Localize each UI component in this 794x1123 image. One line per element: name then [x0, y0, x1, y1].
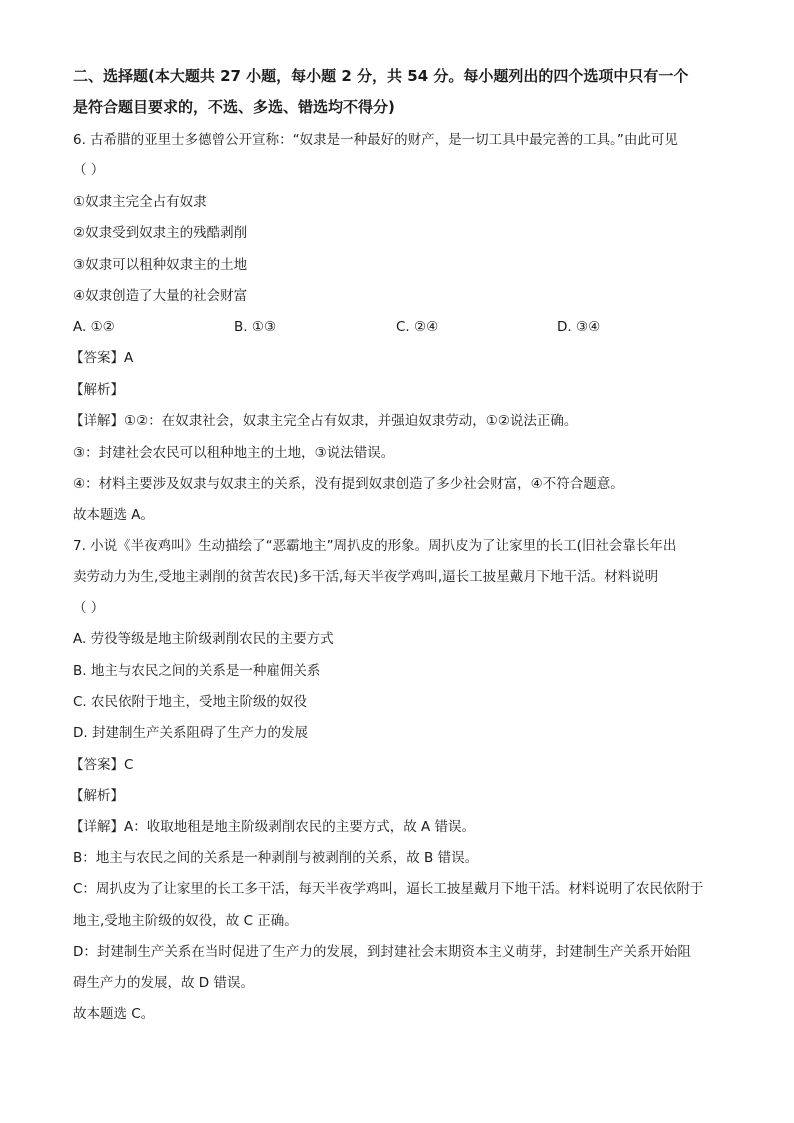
q7-option-c: C. 农民依附于地主，受地主阶级的奴役 — [73, 694, 308, 710]
q7-detail-line-2: B：地主与农民之间的关系是一种剥削与被剥削的关系，故 B 错误。 — [73, 850, 479, 866]
q7-analysis-label: 【解析】 — [70, 788, 124, 804]
q7-detail-line-6: 碍生产力的发展，故 D 错误。 — [73, 975, 254, 991]
q6-stem-line-2: （ ） — [73, 162, 105, 178]
q6-detail-line-2: ③：封建社会农民可以租种地主的土地，③说法错误。 — [73, 445, 395, 461]
section-heading-line-2: 是符合题目要求的，不选、多选、错选均不得分) — [73, 98, 395, 116]
q6-answer: 【答案】A — [70, 350, 134, 366]
q7-option-a: A. 劳役等级是地主阶级剥削农民的主要方式 — [73, 631, 334, 647]
q6-option-a: A. ①② — [73, 319, 115, 335]
q6-item-1: ①奴隶主完全占有奴隶 — [73, 194, 207, 210]
section-heading-line-1: 二、选择题(本大题共 27 小题，每小题 2 分，共 54 分。每小题列出的四个选项中只有一个 — [73, 67, 689, 85]
q6-detail-line-3: ④：材料主要涉及奴隶与奴隶主的关系，没有提到奴隶创造了多少社会财富，④不符合题意。 — [73, 476, 624, 492]
q6-option-d: D. ③④ — [557, 319, 601, 335]
q7-detail-line-5: D：封建制生产关系在当时促进了生产力的发展，到封建社会末期资本主义萌芽，封建制生产关系开始阻 — [73, 944, 691, 960]
q6-item-4: ④奴隶创造了大量的社会财富 — [73, 288, 248, 304]
q6-analysis-label: 【解析】 — [70, 382, 124, 398]
q6-detail-line-4: 故本题选 A。 — [73, 507, 155, 523]
q7-option-d: D. 封建制生产关系阻碍了生产力的发展 — [73, 725, 308, 741]
q7-stem-line-3: （ ） — [73, 600, 105, 616]
q7-detail-line-7: 故本题选 C。 — [73, 1006, 155, 1022]
q6-detail-line-1: 【详解】①②：在奴隶社会，奴隶主完全占有奴隶，并强迫奴隶劳动，①②说法正确。 — [70, 413, 578, 429]
q7-detail-line-1: 【详解】A：收取地租是地主阶级剥削农民的主要方式，故 A 错误。 — [70, 819, 476, 835]
q7-detail-line-3: C：周扒皮为了让家里的长工多干活，每天半夜学鸡叫，逼长工披星戴月下地干活。材料说明了农民依附于 — [73, 881, 704, 897]
q7-option-b: B. 地主与农民之间的关系是一种雇佣关系 — [73, 663, 321, 679]
q6-option-c: C. ②④ — [396, 319, 439, 335]
q7-detail-line-4: 地主,受地主阶级的奴役，故 C 正确。 — [73, 913, 298, 929]
q6-item-2: ②奴隶受到奴隶主的残酷剥削 — [73, 225, 248, 241]
q6-option-b: B. ①③ — [234, 319, 277, 335]
q6-stem-line-1: 6. 古希腊的亚里士多德曾公开宣称：“奴隶是一种最好的财产，是一切工具中最完善的工具。”由此可见 — [73, 132, 678, 148]
q7-stem-line-1: 7. 小说《半夜鸡叫》生动描绘了“恶霸地主”周扒皮的形象。周扒皮为了让家里的长工(旧社会靠长年出 — [73, 538, 677, 554]
q7-stem-line-2: 卖劳动力为生,受地主剥削的贫苦农民)多干活,每天半夜学鸡叫,逼长工披星戴月下地干活。材料说明 — [73, 569, 659, 585]
q6-item-3: ③奴隶可以租种奴隶主的土地 — [73, 257, 248, 273]
q7-answer: 【答案】C — [70, 757, 134, 773]
